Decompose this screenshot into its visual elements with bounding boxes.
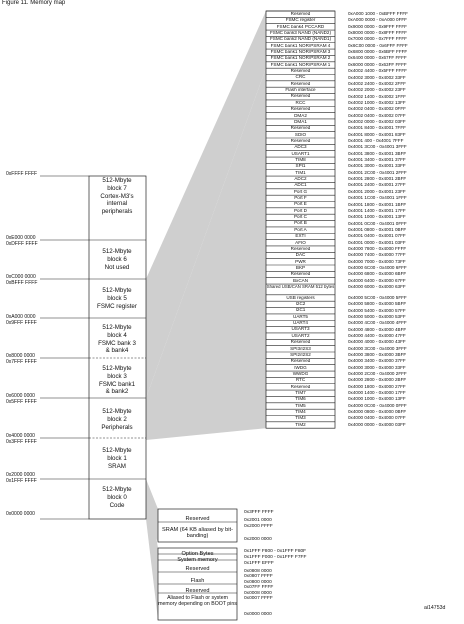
peripheral-name: Port E bbox=[294, 202, 307, 207]
sram-address: 0x2001 0000 bbox=[244, 518, 272, 523]
peripheral-name: Reserved bbox=[290, 11, 311, 16]
peripheral-range: 0x4000 1400 - 0x4000 17FF bbox=[348, 390, 406, 396]
peripheral-range: 0x4001 2C00 - 0x4001 2FFF bbox=[348, 169, 407, 175]
flash-label: Flash bbox=[190, 578, 205, 584]
peripheral-range: 0xA000 1000 - 0xBFFF FFFF bbox=[348, 11, 408, 16]
peripheral-range: 0x4000 0400 - 0x4000 07FF bbox=[348, 415, 406, 421]
peripheral-range: 0x4001 2400 - 0x4001 27FF bbox=[348, 182, 406, 188]
peripheral-range: 0x4000 0C00 - 0x4000 0FFF bbox=[348, 402, 407, 408]
code-address: 0x0008 0000 bbox=[244, 591, 272, 596]
main-address: 0x3FFF FFFF bbox=[6, 439, 37, 445]
main-address: 0xC000 0000 bbox=[6, 274, 36, 280]
peripheral-range: 0x4001 8400 - 0x4001 7FFF bbox=[348, 125, 406, 131]
option-bytes-label: Option Bytes bbox=[181, 551, 214, 557]
sram-address: 0x2000 FFFF bbox=[244, 524, 273, 529]
peripheral-range: 0x4001 0C00 - 0x4001 0FFF bbox=[348, 220, 407, 226]
peripheral-name: Shared USB/CAN SRAM 512 bytes bbox=[266, 284, 335, 289]
peripheral-range: 0x4002 0000 - 0x4002 03FF bbox=[348, 118, 406, 124]
peripheral-range: 0x4002 1400 - 0x4002 1FFF bbox=[348, 93, 406, 99]
peripheral-name: Reserved bbox=[290, 384, 311, 389]
peripheral-name: Port G bbox=[293, 189, 308, 194]
peripheral-name: Port A bbox=[294, 227, 307, 232]
peripheral-name: Port B bbox=[294, 221, 307, 226]
peripheral-range: 0x4000 1800 - 0x4000 27FF bbox=[348, 383, 406, 389]
peripheral-range: 0x4000 2800 - 0x4000 2BFF bbox=[348, 377, 407, 383]
peripheral-range: 0x4002 0400 - 0x4002 0FFF bbox=[348, 106, 406, 112]
block-0-label: 512-Mbyte block 0 Code bbox=[102, 486, 132, 509]
peripheral-name: FSMC bank1 NOR/PSRAM 3 bbox=[270, 50, 331, 54]
peripheral-range: 0x4002 3000 - 0x4002 33FF bbox=[348, 74, 406, 80]
peripheral-name: TIM7 bbox=[295, 390, 306, 395]
peripheral-name: FSMC bank3 NAND (NAND2) bbox=[269, 30, 331, 35]
peripheral-range: 0x4000 3800 - 0x4000 3BFF bbox=[348, 351, 407, 357]
code-address: 0x1FFF EFFF bbox=[244, 561, 274, 566]
boot-alias-label: Aliased to Flash or system memory depending on BOOT pins bbox=[158, 595, 237, 607]
peripheral-range: 0x4001 1400 - 0x4001 17FF bbox=[348, 207, 406, 213]
peripheral-range: 0x4000 6C00 - 0x4000 6FFF bbox=[348, 265, 407, 270]
peripheral-name: Flash interface bbox=[285, 88, 316, 93]
peripheral-name: Reserved bbox=[290, 69, 311, 74]
peripheral-range: 0x4000 6400 - 0x4000 67FF bbox=[348, 277, 406, 283]
block-1-label: 512-Mbyte block 1 SRAM bbox=[102, 447, 132, 470]
system-memory-range: 0x1FFF F000 - 0x1FFF F7FF bbox=[244, 555, 307, 560]
peripheral-name: USB registers bbox=[286, 295, 315, 300]
main-address: 0xBFFF FFFF bbox=[6, 280, 38, 286]
sram-reserved-label: Reserved bbox=[185, 516, 210, 522]
peripheral-range: 0x4000 7000 - 0x4000 73FF bbox=[348, 258, 406, 264]
peripheral-name: Reserved bbox=[290, 340, 311, 345]
peripheral-range: 0x4001 0000 - 0x4001 03FF bbox=[348, 239, 406, 245]
peripheral-range: 0x4001 3000 - 0x4001 33FF bbox=[348, 163, 406, 169]
peripheral-name: Reserved bbox=[290, 126, 311, 131]
peripheral-name: Reserved bbox=[290, 246, 311, 251]
peripheral-range: 0x9000 0000 - 0x9FFF FFFF bbox=[348, 23, 407, 29]
peripheral-name: FSMC bank1 NOR/PSRAM 2 bbox=[270, 56, 331, 61]
peripheral-name: TIM3 bbox=[295, 416, 306, 421]
main-address: 0x4000 0000 bbox=[6, 433, 35, 439]
peripheral-name: USART2 bbox=[291, 333, 310, 338]
peripheral-name: SPI2/I2S2 bbox=[290, 352, 311, 357]
peripheral-name: TIM4 bbox=[295, 410, 306, 415]
peripheral-name: Reserved bbox=[290, 94, 311, 99]
peripheral-range: 0x4000 4400 - 0x4000 47FF bbox=[348, 332, 406, 338]
peripheral-range: 0x4000 7400 - 0x4000 77FF bbox=[348, 252, 406, 258]
sram-address: 0x2000 0000 bbox=[244, 537, 272, 542]
peripheral-range: 0x8000 0000 - 0x8FFF FFFF bbox=[348, 30, 407, 36]
peripheral-name: Port D bbox=[293, 208, 308, 213]
block-6-label: 512-Mbyte block 6 Not used bbox=[102, 248, 132, 271]
peripheral-range: 0x4001 2000 - 0x4001 23FF bbox=[348, 188, 406, 194]
peripheral-range: 0x4000 6800 - 0x4000 6BFF bbox=[348, 271, 407, 277]
peripheral-name: CRC bbox=[295, 75, 306, 80]
figure-id: ai14753d bbox=[424, 605, 446, 611]
peripheral-name: ADC3 bbox=[294, 145, 307, 150]
peripheral-name: FSMC bank1 NOR/PSRAM 1 bbox=[270, 62, 331, 67]
peripheral-name: USART3 bbox=[291, 327, 310, 332]
peripheral-name: RCC bbox=[295, 100, 306, 105]
block-3-label: 512-Mbyte block 3 FSMC bank1 & bank2 bbox=[98, 365, 136, 396]
peripheral-range: 0x4001 2800 - 0x4001 2BFF bbox=[348, 176, 407, 182]
peripheral-name: ADC2 bbox=[294, 177, 307, 181]
peripheral-range: 0x4001 1000 - 0x4001 13FF bbox=[348, 214, 406, 220]
code-address: 0x0007 FFFF bbox=[244, 596, 273, 601]
peripheral-range: 0x4001 0800 - 0x4001 0BFF bbox=[348, 226, 407, 232]
main-address: 0x9FFF FFFF bbox=[6, 320, 37, 326]
peripheral-range: 0x7000 0000 - 0x7FFF FFFF bbox=[348, 36, 407, 42]
code-reserved-label-2: Reserved bbox=[185, 588, 210, 594]
sram-label: SRAM (64 KB aliased by bit-banding) bbox=[162, 527, 233, 540]
block-2-label: 512-Mbyte block 2 Peripherals bbox=[101, 408, 133, 431]
peripheral-name: SPI1 bbox=[295, 164, 306, 169]
peripheral-range: 0x4000 6000 - 0x4000 63FF bbox=[348, 284, 406, 290]
main-address: 0xFFFF FFFF bbox=[6, 171, 38, 177]
peripheral-name: UART4 bbox=[293, 321, 308, 326]
block-5-label: 512-Mbyte block 5 FSMC register bbox=[97, 287, 137, 310]
peripheral-name: FSMC register bbox=[285, 18, 316, 23]
peripheral-name: IWDG bbox=[294, 365, 307, 370]
peripheral-range: 0x6C00 0000 - 0x6FFF FFFF bbox=[348, 42, 408, 48]
peripheral-range: 0x4001 400 - 0x4001 7FFF bbox=[348, 138, 404, 143]
peripheral-name: PWR bbox=[295, 259, 306, 264]
main-address: 0x6000 0000 bbox=[6, 393, 35, 399]
peripheral-name: Port F bbox=[294, 196, 307, 201]
peripheral-range: 0x4002 4400 - 0x5FFF FFFF bbox=[348, 68, 407, 74]
code-address: 0x0808 0000 bbox=[244, 569, 272, 574]
peripheral-range: 0x4000 4000 - 0x4000 43FF bbox=[348, 339, 406, 345]
peripheral-name: TIM2 bbox=[295, 422, 306, 427]
main-address: 0x5FFF FFFF bbox=[6, 399, 37, 405]
peripheral-range: 0x6400 0000 - 0x67FF FFFF bbox=[348, 55, 407, 61]
peripheral-name: DMA1 bbox=[294, 119, 307, 124]
peripheral-range: 0x4001 3800 - 0x4001 3BFF bbox=[348, 150, 407, 156]
sram-address: 0x3FFF FFFF bbox=[244, 510, 274, 515]
peripheral-name: TIM5 bbox=[295, 403, 306, 408]
peripheral-name: RTC bbox=[295, 378, 306, 383]
peripheral-name: WWDG bbox=[292, 371, 309, 376]
peripheral-range: 0x4000 3C00 - 0x4000 3FFF bbox=[348, 345, 407, 351]
peripheral-name: USART1 bbox=[291, 151, 310, 156]
main-address: 0x0000 0000 bbox=[6, 511, 35, 517]
peripheral-name: TIM8 bbox=[295, 157, 306, 162]
peripheral-name: Port C bbox=[293, 215, 308, 220]
peripheral-name: ADC1 bbox=[294, 183, 307, 188]
peripheral-range: 0x4000 5400 - 0x4000 57FF bbox=[348, 307, 406, 313]
peripheral-name: I2C1 bbox=[295, 308, 306, 313]
peripheral-range: 0x4001 0400 - 0x4001 07FF bbox=[348, 233, 406, 239]
peripheral-range: 0x4002 2400 - 0x4002 2FFF bbox=[348, 80, 406, 86]
peripheral-range: 0x4000 1000 - 0x4000 13FF bbox=[348, 396, 406, 402]
peripheral-name: I2C2 bbox=[295, 302, 306, 307]
main-address: 0x7FFF FFFF bbox=[6, 359, 37, 365]
main-address: 0xDFFF FFFF bbox=[6, 241, 38, 247]
peripheral-name: TIM6 bbox=[295, 397, 306, 402]
peripheral-name: FSMC bank2 NAND (NAND1) bbox=[269, 37, 331, 42]
peripheral-range: 0x4000 5800 - 0x4000 5BFF bbox=[348, 301, 407, 307]
peripheral-name: FSMC bank1 NOR/PSRAM 4 bbox=[270, 43, 331, 48]
peripheral-range: 0x4002 2000 - 0x4002 23FF bbox=[348, 87, 406, 93]
block-4-label: 512-Mbyte block 4 FSMC bank 3 & bank4 bbox=[98, 324, 136, 355]
peripheral-range: 0x4000 3400 - 0x4000 37FF bbox=[348, 358, 406, 364]
code-address: 0x0800 0000 bbox=[244, 580, 272, 585]
peripheral-range: 0x4000 3000 - 0x4000 33FF bbox=[348, 364, 406, 370]
peripheral-name: UART5 bbox=[293, 314, 308, 319]
peripheral-name: DAC bbox=[295, 253, 306, 258]
peripheral-name: BxCAN bbox=[292, 278, 309, 283]
peripheral-name: EXTI bbox=[295, 234, 306, 239]
peripheral-range: 0x4002 1000 - 0x4002 13FF bbox=[348, 99, 406, 105]
peripheral-range: 0x4001 1C00 - 0x4001 1FFF bbox=[348, 195, 407, 201]
peripheral-name: Reserved bbox=[290, 138, 311, 143]
peripheral-name: TIM1 bbox=[295, 170, 306, 175]
peripheral-range: 0x4000 4C00 - 0x4000 4FFF bbox=[348, 320, 407, 326]
code-reserved-label: Reserved bbox=[185, 566, 210, 572]
code-address: 0x0807 FFFF bbox=[244, 574, 273, 579]
peripheral-range: 0x4001 1800 - 0x4001 1BFF bbox=[348, 201, 407, 207]
figure-title: Figure 11. Memory map bbox=[2, 0, 66, 6]
peripheral-range: 0x6000 0000 - 0x63FF FFFF bbox=[348, 61, 407, 67]
peripheral-name: DMA2 bbox=[294, 113, 307, 118]
peripheral-name: Reserved bbox=[290, 81, 311, 86]
code-address: 0x07FF FFFF bbox=[244, 585, 274, 590]
peripheral-name: BKP bbox=[295, 265, 306, 270]
peripheral-range: 0x4000 5000 - 0x4000 53FF bbox=[348, 313, 406, 319]
peripheral-range: 0xA000 0000 - 0xA000 0FFF bbox=[348, 17, 407, 23]
main-address: 0x2000 0000 bbox=[6, 472, 35, 478]
peripheral-range: 0x4000 0000 - 0x4000 03FF bbox=[348, 421, 406, 427]
peripheral-name: SDIO bbox=[294, 132, 307, 137]
peripheral-name: FSMC bank4 PCCARD bbox=[276, 24, 325, 29]
main-address: 0x1FFF FFFF bbox=[6, 478, 37, 484]
main-address: 0x8000 0000 bbox=[6, 353, 35, 359]
system-memory-label: System memory bbox=[177, 557, 218, 563]
peripheral-range: 0x4001 3400 - 0x4001 37FF bbox=[348, 157, 406, 163]
code-address: 0x0000 0000 bbox=[244, 612, 272, 617]
peripheral-range: 0x4000 0800 - 0x4000 0BFF bbox=[348, 409, 407, 415]
peripheral-range: 0x4001 8000 - 0x4001 83FF bbox=[348, 131, 406, 137]
peripheral-name: Reserved bbox=[290, 359, 311, 364]
peripheral-name: Reserved bbox=[290, 272, 311, 277]
peripheral-name: AFIO bbox=[295, 240, 306, 245]
main-address: 0xA000 0000 bbox=[6, 314, 36, 320]
peripheral-range: 0x4000 2C00 - 0x4000 2FFF bbox=[348, 371, 407, 377]
peripheral-range: 0x4000 4800 - 0x4000 4BFF bbox=[348, 326, 407, 332]
block-7-label: 512-Mbyte block 7 Cortex-M3's internal peripherals bbox=[100, 177, 134, 215]
peripheral-range: 0x4001 3C00 - 0x4001 3FFF bbox=[348, 144, 407, 150]
peripheral-name: Reserved bbox=[290, 107, 311, 112]
main-address: 0xE000 0000 bbox=[6, 235, 36, 241]
peripheral-name: SPI3/I2S3 bbox=[290, 346, 311, 351]
option-bytes-range: 0x1FFF F800 - 0x1FFF F80F bbox=[244, 549, 307, 554]
peripheral-range: 0x4000 5C00 - 0x4000 5FFF bbox=[348, 294, 407, 300]
peripheral-range: 0x6800 0000 - 0x6BFF FFFF bbox=[348, 49, 408, 55]
peripheral-range: 0x4000 7800 - 0x4000 FFFF bbox=[348, 245, 407, 251]
peripheral-range: 0x4002 0400 - 0x4002 07FF bbox=[348, 112, 406, 118]
